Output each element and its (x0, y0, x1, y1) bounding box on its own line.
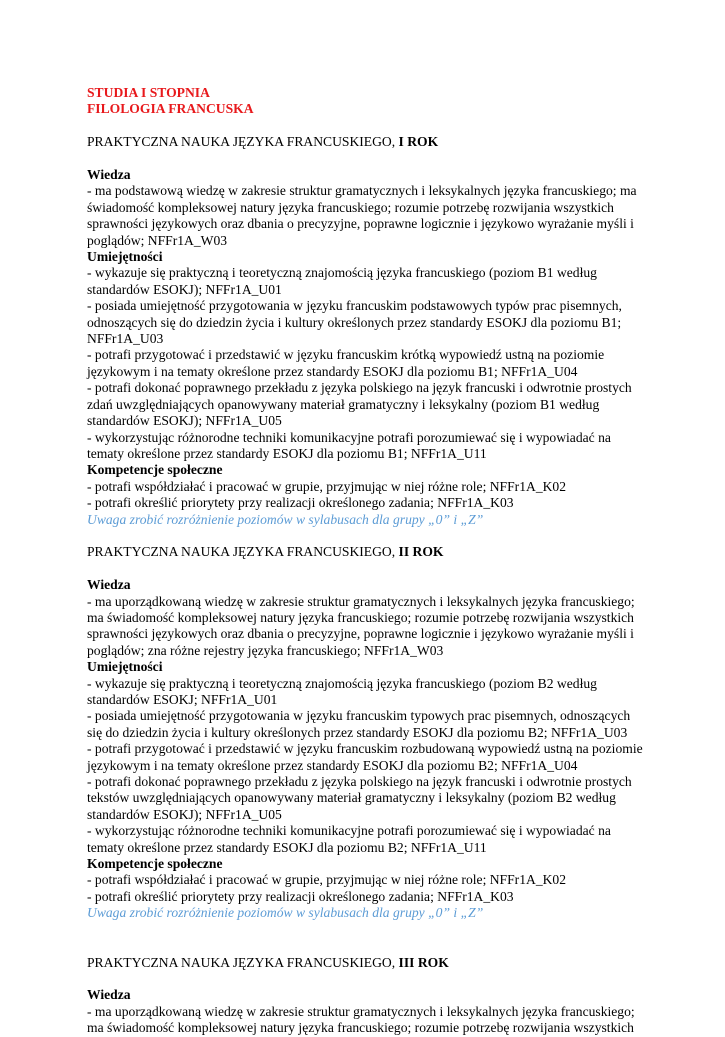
section-2-umiejetnosci-heading: Umiejętności (87, 659, 163, 675)
section-2-wiedza-item: - ma uporządkowaną wiedzę w zakresie struktur gramatycznych i leksykalnych języka francuskiego; ma świadomość kompleksowej natury języka francuskiego; rozumie potrzebę rozwijania wszystkich sprawności językowych oraz dbania o precyzyjne, poprawne logicznie i językowo wyrażanie myśli i poglądów; zna różne rejestry języka francuskiego; NFFr1A_W03 (87, 593, 635, 658)
section-1-wiedza-item: - ma podstawową wiedzę w zakresie struktur gramatycznych i leksykalnych języka francuskiego; ma świadomość kompleksowej natury języka francuskiego; rozumie potrzebę rozwijania wszystkich sprawności językowych oraz dbania o precyzyjne, poprawne logicznie i językowo wyrażanie myśli i poglądów; NFFr1A_W03 (87, 183, 637, 248)
section-1-umiejetnosci-item: - wykorzystując różnorodne techniki komunikacyjne potrafi porozumiewać się i wypowiadać na tematy określone przez standardy ESOKJ dla poziomu B1; NFFr1A_U11 (87, 429, 611, 461)
section-2-umiejetnosci-item: - potrafi przygotować i przedstawić w języku francuskim rozbudowaną wypowiedź ustną na poziomie językowym i na tematy określone przez standardy ESOKJ dla poziomu B2; NFFr1A_U04 (87, 741, 643, 773)
section-1-kompetencje-item: - potrafi określić priorytety przy realizacji określonego zadania; NFFr1A_K03 (87, 495, 514, 511)
section-1-wiedza-heading: Wiedza (87, 167, 131, 182)
section-1-umiejetnosci-item: - wykazuje się praktyczną i teoretyczną znajomością języka francuskiego (poziom B1 według standardów ESOKJ); NFFr1A_U01 (87, 265, 597, 297)
section-2-kompetencje-heading: Kompetencje społeczne (87, 856, 223, 872)
section-1-umiejetnosci-heading: Umiejętności (87, 249, 163, 265)
section-1-umiejetnosci-item: - potrafi dokonać poprawnego przekładu z języka polskiego na język francuski i odwrotnie prostych zdań uwzględniających opanowywany materiał gramatyczny i leksykalny (poziom B1 według standardów ESOKJ); NFFr1A_U05 (87, 380, 632, 429)
section-2-note: Uwaga zrobić rozróżnienie poziomów w sylabusach dla grupy „0” i „Z” (87, 905, 484, 921)
document-content (87, 85, 647, 1037)
section-3-wiedza-item: - ma uporządkowaną wiedzę w zakresie struktur gramatycznych i leksykalnych języka francuskiego; ma świadomość kompleksowej natury języka francuskiego; rozumie potrzebę rozwijania wszystkich (87, 1003, 635, 1036)
section-1-title: PRAKTYCZNA NAUKA JĘZYKA FRANCUSKIEGO, I ROK (87, 134, 439, 150)
section-2-kompetencje-item: - potrafi określić priorytety przy realizacji określonego zadania; NFFr1A_K03 (87, 888, 514, 904)
section-2-wiedza-heading: Wiedza (87, 577, 131, 593)
section-2-title: PRAKTYCZNA NAUKA JĘZYKA FRANCUSKIEGO, II ROK (87, 544, 444, 560)
section-1-umiejetnosci-item: - posiada umiejętność przygotowania w języku francuskim podstawowych typów prac pisemnych, odnoszących się do dziedzin życia i kultury określonych przez standardy ESOKJ dla poziomu B1; NFFr1A_U03 (87, 298, 622, 347)
section-1-note: Uwaga zrobić rozróżnienie poziomów w sylabusach dla grupy „0” i „Z” (87, 511, 484, 527)
section-2-umiejetnosci-item: - wykorzystując różnorodne techniki komunikacyjne potrafi porozumiewać się i wypowiadać na tematy określone przez standardy ESOKJ dla poziomu B2; NFFr1A_U11 (87, 823, 611, 855)
header-line-2: FILOLOGIA FRANCUSKA (87, 101, 254, 117)
section-1-kompetencje-heading: Kompetencje społeczne (87, 462, 223, 478)
section-2-umiejetnosci-item: - potrafi dokonać poprawnego przekładu z języka polskiego na język francuski i odwrotnie prostych tekstów uwzględniających opanowywany materiał gramatyczny i leksykalny (poziom B2 według standardów ESOKJ); NFFr1A_U05 (87, 774, 632, 822)
section-3-title: PRAKTYCZNA NAUKA JĘZYKA FRANCUSKIEGO, III ROK (87, 954, 449, 970)
header-line-1: STUDIA I STOPNIA (87, 85, 210, 100)
section-1-kompetencje-item: - potrafi współdziałać i pracować w grupie, przyjmując w niej różne role; NFFr1A_K02 (87, 478, 567, 494)
section-3-wiedza-heading: Wiedza (87, 987, 131, 1003)
section-2-umiejetnosci-item: - posiada umiejętność przygotowania w języku francuskim typowych prac pisemnych, odnoszących się do dziedzin życia i kultury określonych przez standardy ESOKJ dla poziomu B2; NFFr1A_U03 (87, 708, 631, 740)
section-2-umiejetnosci-item: - wykazuje się praktyczną i teoretyczną znajomością języka francuskiego (poziom B2 według standardów ESOKJ; NFFr1A_U01 (87, 675, 597, 707)
section-1-umiejetnosci-item: - potrafi przygotować i przedstawić w języku francuskim krótką wypowiedź ustną na poziomie językowym i na tematy określone przez standardy ESOKJ dla poziomu B1; NFFr1A_U04 (87, 347, 605, 379)
section-2-kompetencje-item: - potrafi współdziałać i pracować w grupie, przyjmując w niej różne role; NFFr1A_K02 (87, 872, 567, 888)
